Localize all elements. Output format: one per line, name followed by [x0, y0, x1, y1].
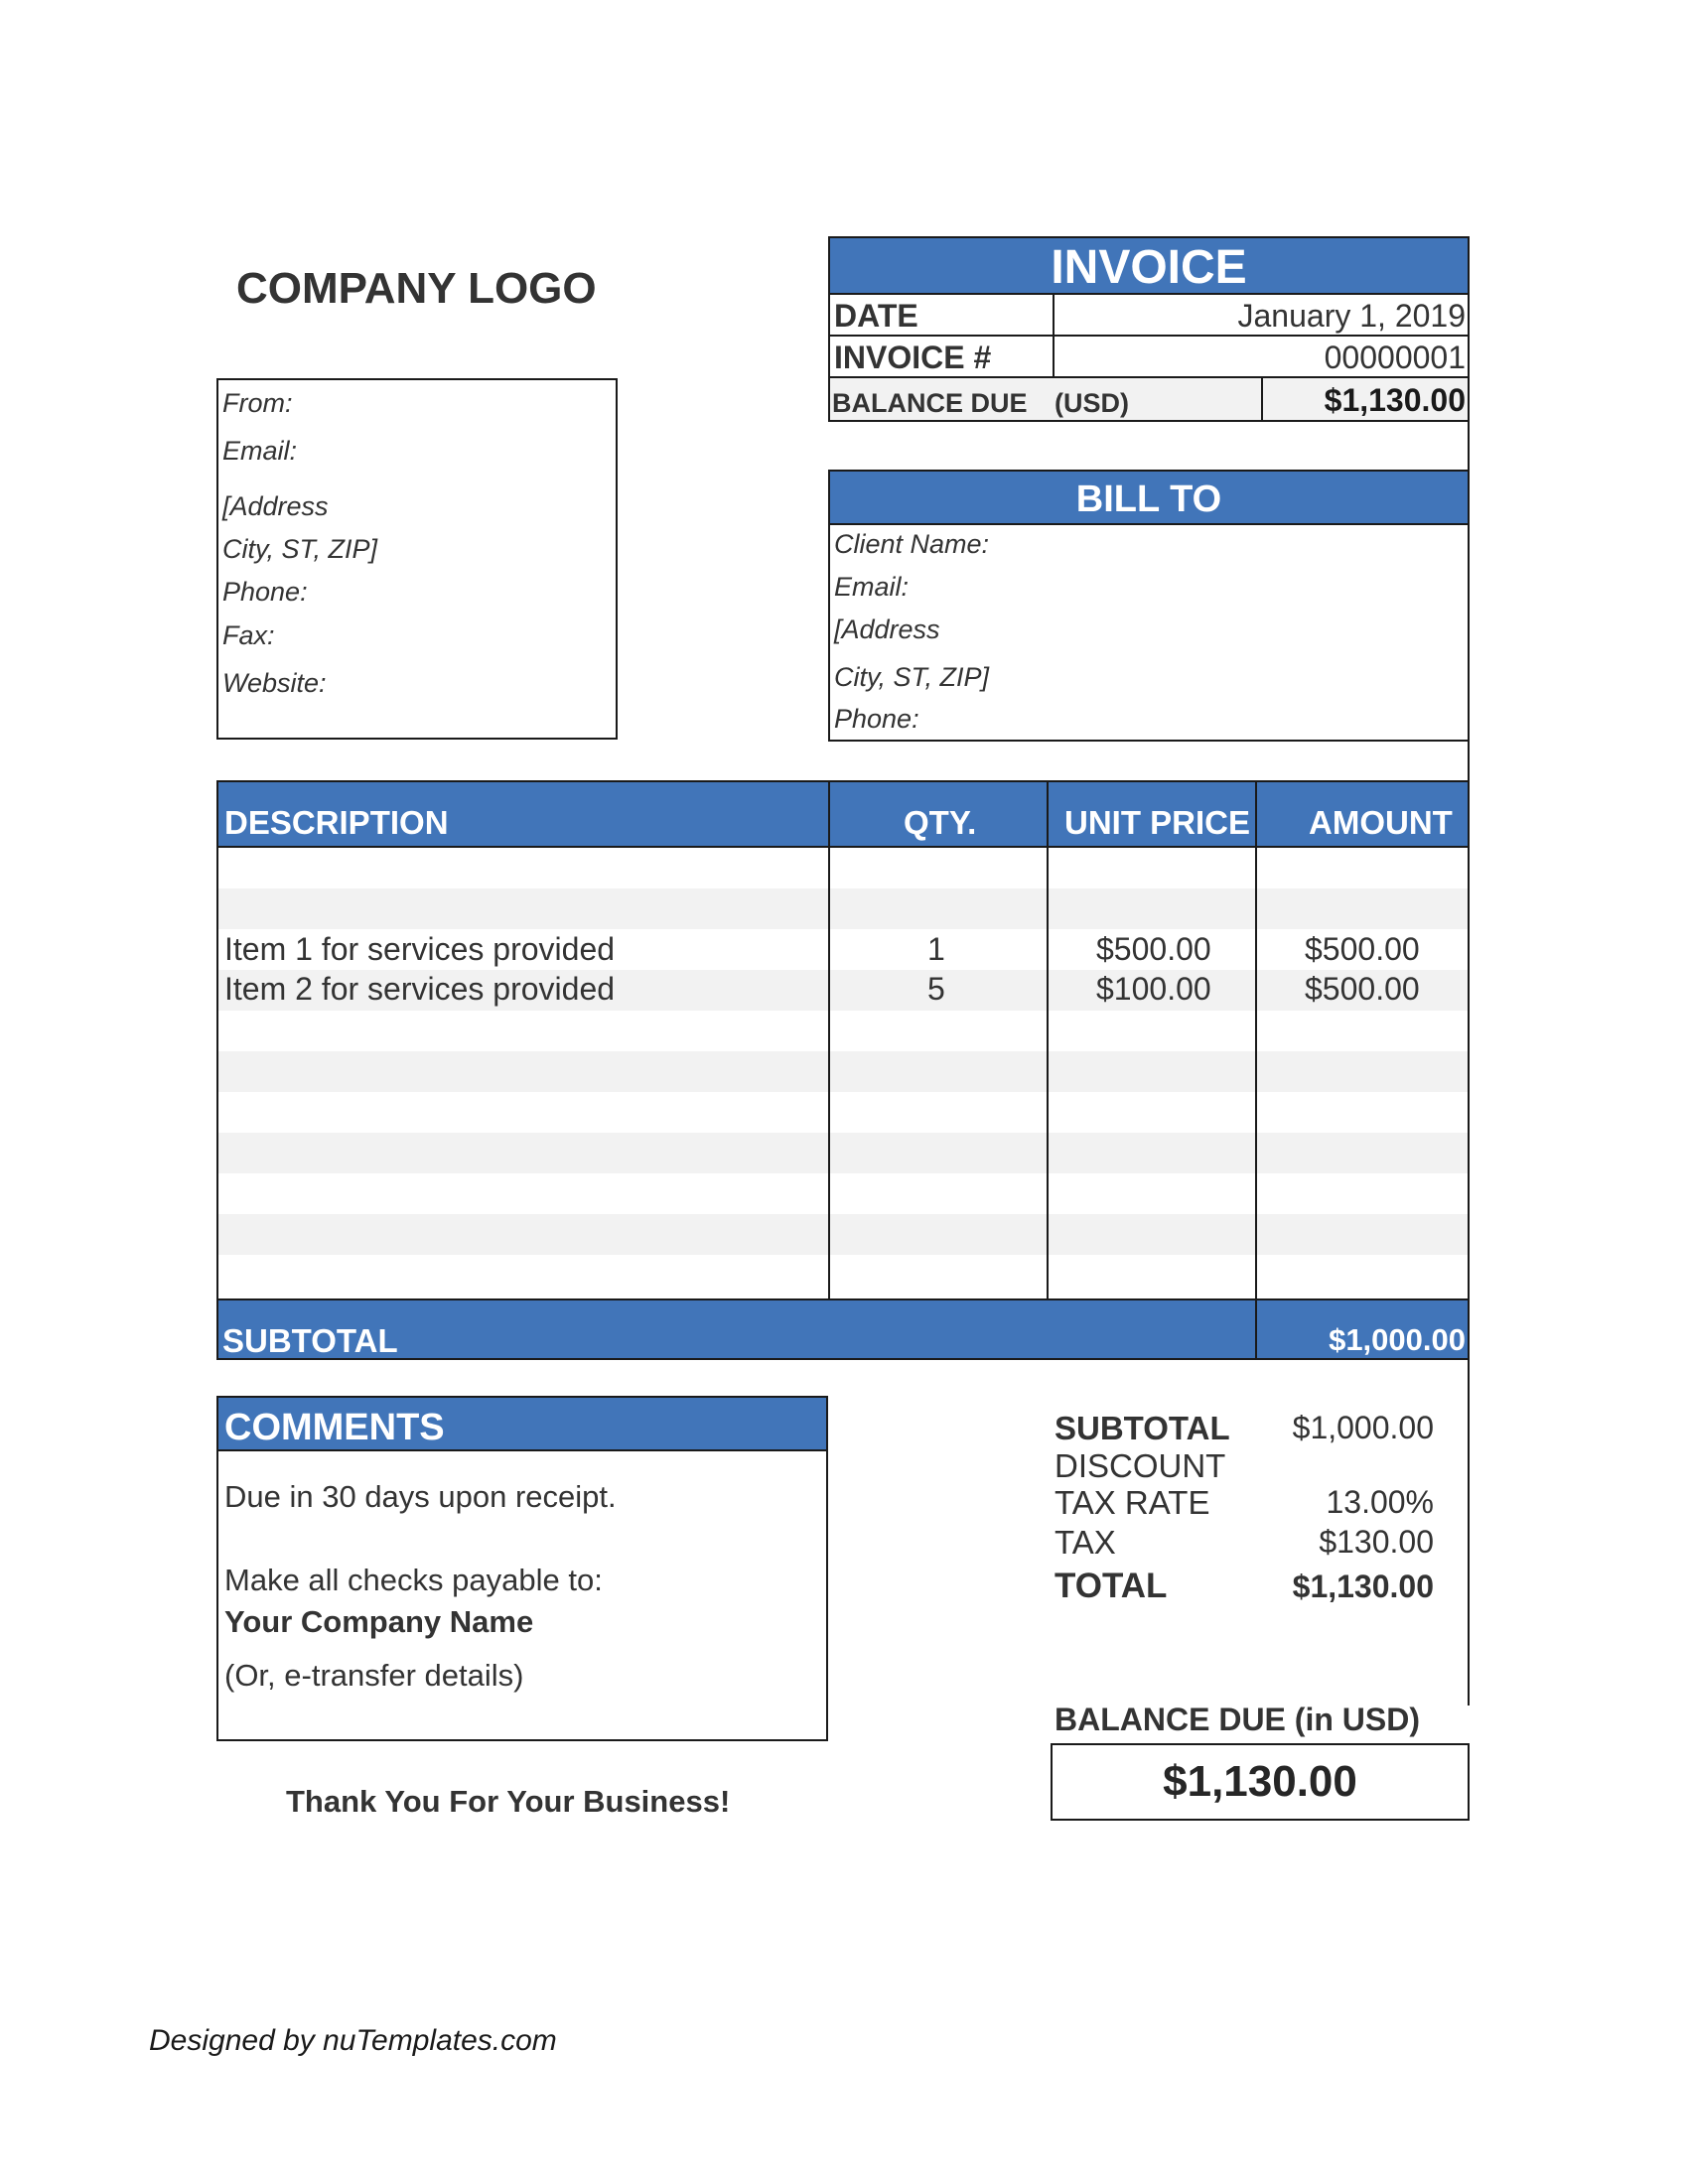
company-logo: COMPANY LOGO: [236, 264, 597, 313]
divider: [1261, 378, 1263, 420]
item-description: Item 1 for services provided: [224, 931, 616, 967]
designed-by-credit: Designed by nuTemplates.com: [149, 2024, 557, 2057]
divider: [1053, 337, 1055, 376]
qty-header: QTY.: [904, 804, 977, 841]
total-value: $1,130.00: [1292, 1569, 1434, 1604]
divider: [1053, 295, 1055, 335]
date-value: January 1, 2019: [1237, 298, 1466, 334]
column-divider: [1255, 782, 1257, 1298]
client-city-line: City, ST, ZIP]: [834, 662, 990, 692]
table-subtotal-value: $1,000.00: [1329, 1322, 1466, 1357]
tax-rate-label: TAX RATE: [1055, 1484, 1210, 1521]
etransfer-text: (Or, e-transfer details): [224, 1658, 524, 1693]
item-description: Item 2 for services provided: [224, 971, 616, 1007]
from-box: [216, 378, 618, 740]
balance-due-row: [828, 378, 1470, 422]
item-amount: $500.00: [1305, 971, 1420, 1007]
comments-box: [216, 1449, 828, 1741]
item-amount: $500.00: [1305, 931, 1420, 967]
total-label: TOTAL: [1055, 1567, 1168, 1605]
from-website-label: Website:: [222, 668, 327, 698]
balance-due-box: $1,130.00: [1051, 1743, 1470, 1821]
balance-due-value: $1,130.00: [1324, 382, 1466, 418]
column-divider: [828, 782, 830, 1298]
checks-payable-text: Make all checks payable to:: [224, 1563, 603, 1597]
discount-label: DISCOUNT: [1055, 1447, 1226, 1484]
from-fax-label: Fax:: [222, 620, 275, 650]
items-table-header: [218, 782, 1468, 848]
balance-currency: (USD): [1055, 388, 1129, 418]
table-subtotal-label: SUBTOTAL: [222, 1322, 398, 1359]
from-city-line: City, ST, ZIP]: [222, 534, 378, 564]
from-email-label: Email:: [222, 436, 298, 466]
tax-label: TAX: [1055, 1524, 1116, 1561]
from-label: From:: [222, 388, 293, 418]
invoice-number-label: INVOICE #: [834, 340, 992, 375]
balance-due-caption: BALANCE DUE (in USD): [1055, 1702, 1420, 1737]
bill-to-title: BILL TO: [828, 470, 1470, 525]
items-table: [216, 780, 1470, 1360]
column-divider: [1047, 782, 1049, 1298]
company-name: Your Company Name: [224, 1604, 534, 1639]
item-qty: 5: [927, 971, 945, 1007]
comments-title: COMMENTS: [216, 1396, 828, 1451]
client-address-line: [Address: [834, 614, 940, 644]
balance-due-label: BALANCE DUE: [832, 388, 1028, 418]
unit-price-header: UNIT PRICE: [1064, 804, 1251, 841]
right-border-line: [1468, 236, 1470, 1706]
table-subtotal-bar: [218, 1298, 1468, 1360]
totals-subtotal-value: $1,000.00: [1292, 1410, 1434, 1445]
date-label: DATE: [834, 298, 918, 334]
invoice-number-value: 00000001: [1324, 340, 1466, 375]
item-unit-price: $100.00: [1096, 971, 1211, 1007]
client-name-label: Client Name:: [834, 529, 990, 559]
invoice-number-row: [828, 337, 1470, 378]
bill-to-box: [828, 523, 1470, 742]
row-stripe: [218, 888, 1468, 929]
row-stripe: [218, 1051, 1468, 1092]
description-header: DESCRIPTION: [224, 804, 449, 841]
tax-value: $130.00: [1319, 1524, 1434, 1560]
client-phone-label: Phone:: [834, 704, 919, 734]
item-unit-price: $500.00: [1096, 931, 1211, 967]
invoice-title: INVOICE: [828, 236, 1470, 295]
row-stripe: [218, 1214, 1468, 1255]
client-email-label: Email:: [834, 572, 910, 602]
amount-header: AMOUNT: [1309, 804, 1453, 841]
column-divider: [1255, 1300, 1257, 1360]
from-phone-label: Phone:: [222, 577, 308, 607]
item-qty: 1: [927, 931, 945, 967]
from-address-line: [Address: [222, 491, 329, 521]
row-stripe: [218, 1133, 1468, 1173]
tax-rate-value: 13.00%: [1326, 1484, 1434, 1520]
totals-subtotal-label: SUBTOTAL: [1055, 1410, 1230, 1446]
due-text: Due in 30 days upon receipt.: [224, 1479, 617, 1514]
thank-you-note: Thank You For Your Business!: [286, 1784, 731, 1819]
date-row: [828, 295, 1470, 337]
